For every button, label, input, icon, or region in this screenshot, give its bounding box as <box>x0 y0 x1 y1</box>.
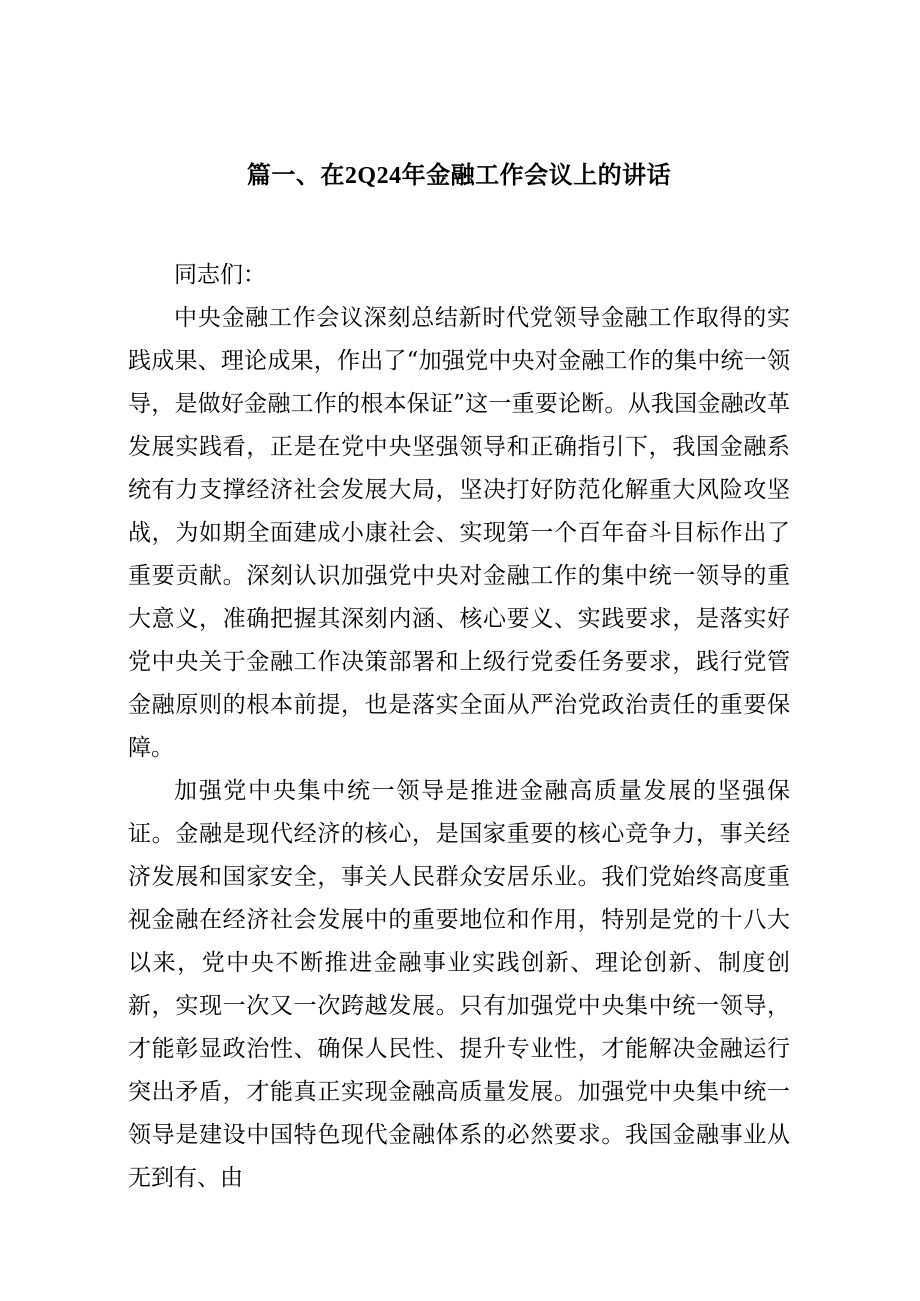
body-paragraph-2: 加强党中央集中统一领导是推进金融高质量发展的坚强保证。金融是现代经济的核心，是国家重要的核心竞争力，事关经济发展和国家安全，事关人民群众安居乐业。我们党始终高度重视金融在经济社会发展中的重要地位和作用，特别是党的十八大以来，党中央不断推进金融事业实践创新、理论创新、制度创新，实现一次又一次跨越发展。只有加强党中央集中统一领导，才能彰显政治性、确保人民性、提升专业性，才能解决金融运行突出矛盾，才能真正实现金融高质量发展。加强党中央集中统一领导是建设中国特色现代金融体系的必然要求。我国金融事业从无到有、由 <box>128 778 790 1191</box>
document-body <box>128 254 790 1200</box>
body-paragraph-1: 中央金融工作会议深刻总结新时代党领导金融工作取得的实践成果、理论成果，作出了“加强党中央对金融工作的集中统一领导，是做好金融工作的根本保证”这一重要论断。从我国金融改革发展实践看，正是在党中央坚强领导和正确指引下，我国金融系统有力支撑经济社会发展大局，坚决打好防范化解重大风险攻坚战，为如期全面建成小康社会、实现第一个百年奋斗目标作出了重要贡献。深刻认识加强党中央对金融工作的集中统一领导的重大意义，准确把握其深刻内涵、核心要义、实践要求，是落实好党中央关于金融工作决策部署和上级行党委任务要求，践行党管金融原则的根本前提，也是落实全面从严治党政治责任的重要保障。 <box>128 305 790 761</box>
salutation-line: 同志们： <box>174 262 266 288</box>
title-year-number: 2Q24 <box>344 163 402 189</box>
title-prefix: 篇一、在 <box>246 162 345 189</box>
document-title <box>128 156 790 196</box>
title-suffix: 年金融工作会议上的讲话 <box>401 162 672 189</box>
